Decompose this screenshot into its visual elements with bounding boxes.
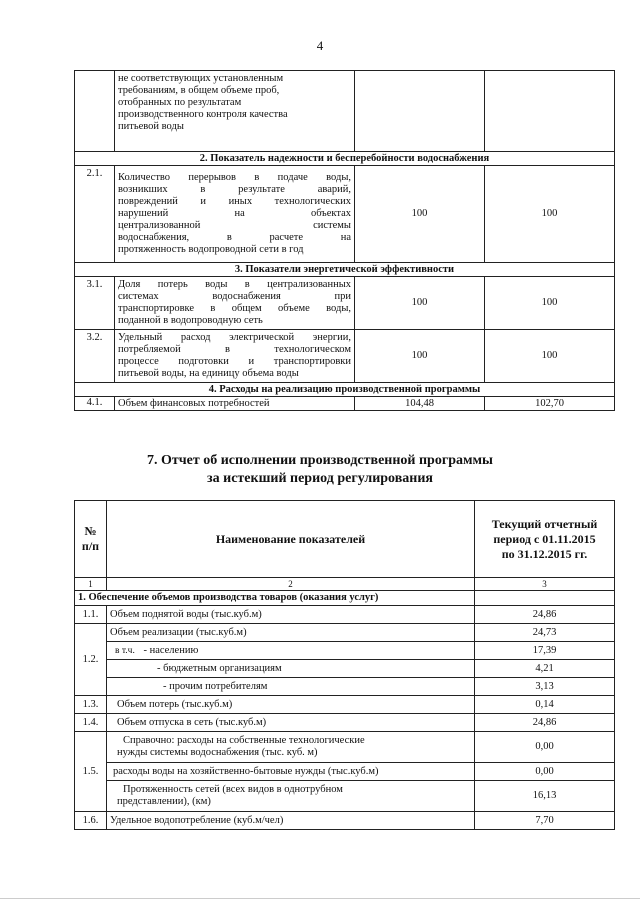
table-row [75, 330, 615, 383]
row-number: 3.2. [75, 330, 115, 383]
value-cell: 100 [485, 330, 615, 383]
value-cell: 24,86 [475, 606, 615, 624]
table-row [75, 714, 615, 732]
row-number: 1.5. [75, 732, 107, 812]
indicator-name: Протяженность сетей (всех видов в однотрубном представлении), (км) [107, 781, 475, 812]
indicator-name: - бюджетным организациям [107, 660, 475, 678]
section-row [75, 383, 615, 397]
value-cell: 3,13 [475, 678, 615, 696]
row-number: 1.1. [75, 606, 107, 624]
value-cell: 102,70 [485, 397, 615, 411]
value-cell: 16,13 [475, 781, 615, 812]
header-name: Наименование показателей [107, 501, 475, 578]
indicator-description: Удельный расход электрической энергии, потребляемой в технологическом процессе подготовки и транспортировки питьевой воды, на единицу объема воды [115, 330, 355, 383]
value-cell: 0,14 [475, 696, 615, 714]
indicator-name: - прочим потребителям [107, 678, 475, 696]
indicator-name: Объем поднятой воды (тыс.куб.м) [107, 606, 475, 624]
indicator-name: Справочно: расходы на собственные технологические нужды системы водоснабжения (тыс. куб. м) [107, 732, 475, 763]
value-cell: 100 [355, 330, 485, 383]
table-row [75, 624, 615, 642]
section-title: 2. Показатель надежности и бесперебойности водоснабжения [75, 152, 615, 166]
row-number: 4.1. [75, 397, 115, 411]
sub-prefix: в т.ч. [115, 645, 135, 656]
table-row [75, 696, 615, 714]
table-row [75, 660, 615, 678]
row-number: 1.4. [75, 714, 107, 732]
table-row [75, 732, 615, 763]
value-cell: 4,21 [475, 660, 615, 678]
row-number: 1.3. [75, 696, 107, 714]
table-row [75, 678, 615, 696]
header-row [75, 501, 615, 578]
row-number: 1.2. [75, 624, 107, 696]
value-cell [355, 71, 485, 152]
section-row [75, 263, 615, 277]
value-cell: 17,39 [475, 642, 615, 660]
report-heading-line1: 7. Отчет об исполнении производственной программы [146, 453, 493, 468]
table-row [75, 166, 615, 263]
row-number: 1.6. [75, 812, 107, 830]
column-number: 3 [475, 578, 615, 591]
table-row [75, 606, 615, 624]
table-row [75, 397, 615, 411]
indicator-description: Доля потерь воды в централизованных системах водоснабжения при транспортировке в общем объеме воды, поданной в водопроводную сеть [115, 277, 355, 330]
column-number: 1 [75, 578, 107, 591]
indicator-description: не соответствующих установленным требованиям, в общем объеме проб, отобранных по результатам производственного контроля качества питьевой воды [115, 71, 355, 152]
indicator-name: Объем потерь (тыс.куб.м) [107, 696, 475, 714]
indicator-name: Объем отпуска в сеть (тыс.куб.м) [107, 714, 475, 732]
value-cell: 0,00 [475, 763, 615, 781]
table-row [75, 781, 615, 812]
value-cell: 104,48 [355, 397, 485, 411]
report-heading-line2: за истекший период регулирования [207, 471, 433, 486]
table-row [75, 642, 615, 660]
indicators-table-continued [74, 70, 615, 411]
table-row [75, 812, 615, 830]
scan-edge-divider [0, 898, 640, 899]
indicator-name: Удельное водопотребление (куб.м/чел) [107, 812, 475, 830]
table-row [75, 277, 615, 330]
column-number: 2 [107, 578, 475, 591]
report-heading [0, 452, 640, 488]
program-report-table [74, 500, 615, 830]
row-number: 2.1. [75, 166, 115, 263]
value-cell: 0,00 [475, 732, 615, 763]
section-title: 1. Обеспечение объемов производства товаров (оказания услуг) [75, 591, 475, 606]
value-cell: 100 [355, 277, 485, 330]
table-row [75, 71, 615, 152]
value-cell: 24,73 [475, 624, 615, 642]
value-cell: 100 [485, 277, 615, 330]
indicator-name [107, 642, 475, 660]
value-cell: 7,70 [475, 812, 615, 830]
indicator-description: Количество перерывов в подаче воды, возникших в результате аварий, повреждений и иных технологических нарушений на объектах централизованной системы водоснабжения, в расчете на протяженность водопроводной сети в год [115, 166, 355, 263]
value-cell: 100 [355, 166, 485, 263]
value-cell: 100 [485, 166, 615, 263]
column-numbers-row [75, 578, 615, 591]
section-row [75, 591, 615, 606]
header-period: Текущий отчетный период с 01.11.2015 по 31.12.2015 гг. [475, 501, 615, 578]
row-number [75, 71, 115, 152]
row-number: 3.1. [75, 277, 115, 330]
section-title: 3. Показатели энергетической эффективности [75, 263, 615, 277]
sub-label: - населению [143, 644, 199, 656]
indicator-name: расходы воды на хозяйственно-бытовые нужды (тыс.куб.м) [107, 763, 475, 781]
page-number: 4 [316, 38, 324, 53]
section-title: 4. Расходы на реализацию производственной программы [75, 383, 615, 397]
table-row [75, 763, 615, 781]
header-number: № п/п [75, 501, 107, 578]
value-cell [485, 71, 615, 152]
value-cell [475, 591, 615, 606]
section-row [75, 152, 615, 166]
indicator-description: Объем финансовых потребностей [115, 397, 355, 411]
value-cell: 24,86 [475, 714, 615, 732]
indicator-name: Объем реализации (тыс.куб.м) [107, 624, 475, 642]
